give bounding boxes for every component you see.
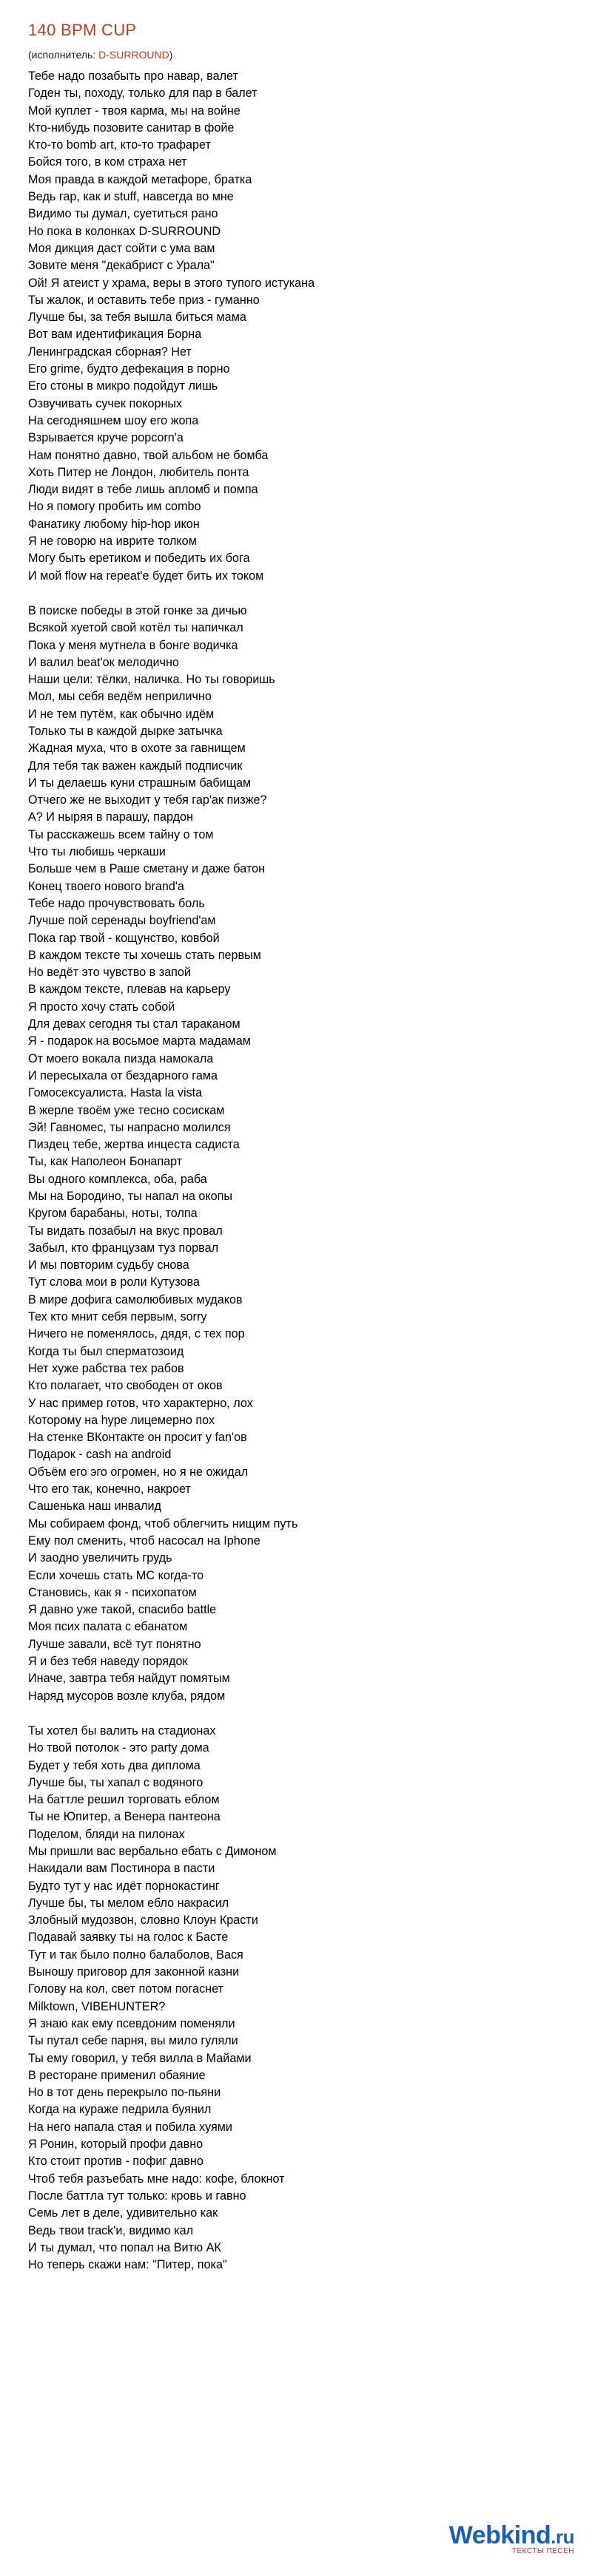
lyric-line: Всякой хуетой свой котёл ты напичкал <box>28 621 243 635</box>
lyric-line: Но твой потолок - это party дома <box>28 1741 209 1755</box>
lyric-line: Озвучивать сучек покорных <box>28 396 183 410</box>
lyric-line: Ты видать позабыл на вкус провал <box>28 1224 223 1238</box>
lyric-line: Мол, мы себя ведём неприлично <box>28 690 212 704</box>
lyric-line: Ты ему говорил, у тебя вилла в Майами <box>28 2051 252 2065</box>
lyric-line: Накидали вам Постинора в пасти <box>28 1862 215 1876</box>
lyric-line: В каждом тексте, плевав на карьеру <box>28 983 231 997</box>
lyric-line: Тех кто мнит себя первым, sorry <box>28 1310 207 1324</box>
lyric-line: Но ведёт это чувство в запой <box>28 966 191 980</box>
lyric-line: Мы на Бородино, ты напал на окопы <box>28 1190 233 1203</box>
lyric-line: Пиздец тебе, жертва инцеста садиста <box>28 1138 240 1152</box>
lyric-line: Зовите меня "декабрист с Урала" <box>28 259 215 273</box>
lyric-line: Мы собираем фонд, чтоб облегчить нищим путь <box>28 1516 298 1531</box>
lyric-line: Кто полагает, что свободен от оков <box>28 1379 223 1393</box>
lyrics-body <box>28 68 561 2291</box>
lyric-line: В жерле твоём уже тесно сосискам <box>28 1103 225 1117</box>
lyric-line: Когда на кураже педрила буянил <box>28 2103 212 2117</box>
lyric-line: Тут и так было полно балаболов, Вася <box>28 1948 243 1962</box>
lyric-line: В каждом тексте ты хочешь стать первым <box>28 948 261 962</box>
lyric-line: И заодно увеличить грудь <box>28 1551 172 1565</box>
lyric-line: Ты путал себе парня, вы мило гуляли <box>28 2034 238 2048</box>
lyric-line: Конец твоего нового brand'а <box>28 879 184 893</box>
lyric-line: Ты расскажешь всем тайну о том <box>28 827 214 841</box>
lyric-line: Чтоб тебя разъебать мне надо: кофе, блокнот <box>28 2172 285 2186</box>
lyric-line: Его grime, будто дефекация в порно <box>28 362 230 376</box>
lyric-line: Для тебя так важен каждый подписчик <box>28 759 243 773</box>
lyric-line: Будет у тебя хоть два диплома <box>28 1758 201 1772</box>
lyric-line: Ленинградская сборная? Нет <box>28 345 192 359</box>
lyric-line: Тут слова мои в роли Кутузова <box>28 1275 200 1289</box>
lyric-line: Сашенька наш инвалид <box>28 1499 161 1514</box>
lyric-line: Эй! Гавномес, ты напрасно молился <box>28 1120 231 1134</box>
artist-line <box>28 49 172 61</box>
lyric-line: И пересыхала от бездарного гама <box>28 1068 218 1082</box>
lyric-line: Мы пришли вас вербально ебать с Димоном <box>28 1844 277 1858</box>
lyric-line: Наши цели: тёлки, наличка. Но ты говоришь <box>28 673 275 687</box>
lyric-line: Пока гар твой - кощунство, ковбой <box>28 931 220 945</box>
artist-suffix: ) <box>169 49 173 61</box>
lyric-line: И ты делаешь куни страшным бабищам <box>28 776 252 790</box>
lyric-line: А? И ныряя в парашу, пардон <box>28 810 193 824</box>
lyric-line: Только ты в каждой дырке затычка <box>28 724 223 738</box>
lyric-line: Гомосексуалиста. Hasta la vista <box>28 1086 203 1100</box>
logo-wordmark: Webkind.ru <box>448 2521 574 2549</box>
lyric-line: Для девах сегодня ты стал тараканом <box>28 1017 240 1031</box>
lyric-line: Кругом барабаны, ноты, толпа <box>28 1207 198 1221</box>
lyric-line: Нет хуже рабства тех рабов <box>28 1361 184 1375</box>
lyric-line: Ему пол сменить, чтоб насосал на Iphone <box>28 1533 260 1548</box>
lyric-line: Нам понятно давно, твой альбом не бомба <box>28 448 269 462</box>
lyric-line: Но я помогу пробить им combo <box>28 500 201 514</box>
lyric-line: От моего вокала пизда намокала <box>28 1051 214 1065</box>
lyric-line: Я Ронин, который профи давно <box>28 2138 204 2152</box>
lyric-line: Моя псих палата с ебанатом <box>28 1620 188 1634</box>
lyric-line: Но в тот день перекрыло по-пьяни <box>28 2086 221 2100</box>
lyric-line: Я не говорю на иврите толком <box>28 535 197 549</box>
lyric-line: Поделом, бляди на пилонах <box>28 1827 185 1841</box>
lyric-line: Жадная муха, что в охоте за гавнищем <box>28 742 246 756</box>
lyric-line: Я и без тебя наведу порядок <box>28 1655 188 1669</box>
lyric-line: Кто стоит против - пофиг давно <box>28 2155 204 2169</box>
lyric-line: Лучше пой серенады boyfriend'ам <box>28 914 216 928</box>
lyric-line: Которому на hype лицемерно пох <box>28 1413 215 1427</box>
lyric-line: Лучше бы, за тебя вышла биться мама <box>28 311 246 325</box>
lyric-line: Я давно уже такой, спасибо battle <box>28 1603 217 1617</box>
lyric-line: Хоть Питер не Лондон, любитель понта <box>28 465 249 479</box>
lyric-line: Что ты любишь черкаши <box>28 845 166 859</box>
lyric-line: Пока у меня мутнела в бонге водичка <box>28 638 238 652</box>
lyric-line: Больше чем в Раше сметану и даже батон <box>28 862 266 876</box>
lyric-line: У нас пример готов, что характерно, лох <box>28 1396 253 1410</box>
lyric-line: Годен ты, походу, только для пар в балет <box>28 87 258 101</box>
lyric-line: Лучше завали, всё тут понятно <box>28 1637 201 1651</box>
lyric-line: Ты хотел бы валить на стадионах <box>28 1723 216 1738</box>
lyric-line: Моя дикция даст сойти с ума вам <box>28 241 215 255</box>
lyric-line: И мой flow на repeat'е будет бить их током <box>28 569 264 583</box>
lyric-line: Если хочешь стать МС когда-то <box>28 1568 204 1582</box>
lyric-line: Объём его эго огромен, но я не ожидал <box>28 1465 249 1479</box>
lyric-line: Но теперь скажи нам: "Питер, пока" <box>28 2258 227 2272</box>
lyric-line: Подавай заявку ты на голос к Басте <box>28 1931 229 1945</box>
lyric-line: И ты думал, что попал на Витю АК <box>28 2240 221 2254</box>
lyric-line: Вот вам идентификация Борна <box>28 328 202 342</box>
lyric-line: В поиске победы в этой гонке за дичью <box>28 603 247 617</box>
artist-prefix: (исполнитель: <box>28 49 99 61</box>
lyric-line: Ой! Я атеист у храма, веры в этого тупого истукана <box>28 276 315 290</box>
lyric-line: Иначе, завтра тебя найдут помятым <box>28 1672 230 1686</box>
lyric-line: Ведь твои track'и, видимо кал <box>28 2223 194 2237</box>
lyric-line: Кто-то bomb art, кто-то трафарет <box>28 138 211 152</box>
lyric-line: Могу быть еретиком и победить их бога <box>28 552 250 566</box>
lyric-line: Мой куплет - твоя карма, мы на войне <box>28 104 240 118</box>
lyric-line: Видимо ты думал, суетиться рано <box>28 207 218 221</box>
lyric-line: Будто тут у нас идёт порнокастинг <box>28 1879 220 1893</box>
lyric-line: И мы повторим судьбу снова <box>28 1258 189 1272</box>
lyric-line: Milktown, VIBEHUNTER? <box>28 1999 166 2013</box>
lyric-line: Фанатику любому hip-hop икон <box>28 517 200 531</box>
lyric-line: В мире дофига самолюбивых мудаков <box>28 1292 243 1306</box>
lyric-line: Отчего же не выходит у тебя гар'ак пизже? <box>28 793 267 807</box>
lyric-line: Голову на кол, свет потом погаснет <box>28 1982 223 1996</box>
lyric-line: Но пока в колонках D-SURROUND <box>28 224 221 238</box>
lyric-line: Люди видят в тебе лишь апломб и помпа <box>28 483 258 497</box>
lyric-line: Что его так, конечно, накроет <box>28 1482 191 1497</box>
lyric-line: Наряд мусоров возле клуба, рядом <box>28 1689 226 1703</box>
lyric-line: Взрывается круче popcorn'а <box>28 431 184 445</box>
lyric-line: Я просто хочу стать собой <box>28 1000 175 1014</box>
lyric-line: После баттла тут только: кровь и гавно <box>28 2189 246 2203</box>
lyrics-verse <box>28 603 561 1705</box>
lyric-line: Ты жалок, и оставить тебе приз - гуманно <box>28 293 260 307</box>
artist-link[interactable]: D-SURROUND <box>98 49 169 61</box>
lyric-line: Тебе надо позабыть про навар, валет <box>28 70 238 83</box>
lyric-line: Ты, как Наполеон Бонапарт <box>28 1155 183 1169</box>
lyric-line: В ресторане применил обаяние <box>28 2068 206 2082</box>
lyrics-verse <box>28 1723 561 2274</box>
lyrics-verse <box>28 68 561 585</box>
lyric-line: Вы одного комплекса, оба, раба <box>28 1172 207 1186</box>
webkind-logo[interactable] <box>449 2521 574 2555</box>
lyric-line: Забыл, кто французам туз порвал <box>28 1241 219 1255</box>
lyric-line: Злобный мудозвон, словно Клоун Красти <box>28 1914 258 1928</box>
lyric-line: На баттле решил торговать еблом <box>28 1793 220 1807</box>
lyric-line: Бойся того, в ком страха нет <box>28 155 187 169</box>
lyric-line: Я - подарок на восьмое марта мадамам <box>28 1034 251 1048</box>
lyric-line: На стенке ВКонтакте он просит у fan'ов <box>28 1431 247 1445</box>
lyric-line: Семь лет в деле, удивительно как <box>28 2206 218 2220</box>
lyric-line: Когда ты был сперматозоид <box>28 1344 184 1358</box>
lyric-line: Ничего не поменялось, дядя, с тех пор <box>28 1327 245 1341</box>
lyric-line: Я знаю как ему псевдоним поменяли <box>28 2016 235 2030</box>
lyric-line: Ты не Юпитер, а Венера пантеона <box>28 1810 221 1824</box>
lyric-line: Подарок - cash на android <box>28 1448 172 1462</box>
lyric-line: Моя правда в каждой метафоре, братка <box>28 172 252 186</box>
lyric-line: Выношу приговор для законной казни <box>28 1965 240 1979</box>
lyric-line: Его стоны в микро подойдут лишь <box>28 379 218 393</box>
lyric-line: И не тем путём, как обычно идём <box>28 707 215 721</box>
lyric-line: Лучше бы, ты хапал с водяного <box>28 1775 204 1789</box>
lyric-line: Тебе надо прочувствовать боль <box>28 896 205 910</box>
lyric-line: Ведь гар, как и stuff, навсегда во мне <box>28 190 234 204</box>
page-title: 140 BPM CUP <box>28 21 137 39</box>
lyric-line: Лучше бы, ты мелом ебло накрасил <box>28 1896 229 1910</box>
lyric-line: И валил beat'ок мелодично <box>28 655 179 669</box>
lyric-line: Становись, как я - психопатом <box>28 1585 197 1599</box>
logo-tagline: ТЕКСТЫ ПЕСЕН <box>511 2547 574 2555</box>
lyric-line: Кто-нибудь позовите санитар в фойе <box>28 121 235 135</box>
lyric-line: На него напала стая и побила хуями <box>28 2120 232 2134</box>
lyric-line: На сегодняшнем шоу его жопа <box>28 413 199 427</box>
